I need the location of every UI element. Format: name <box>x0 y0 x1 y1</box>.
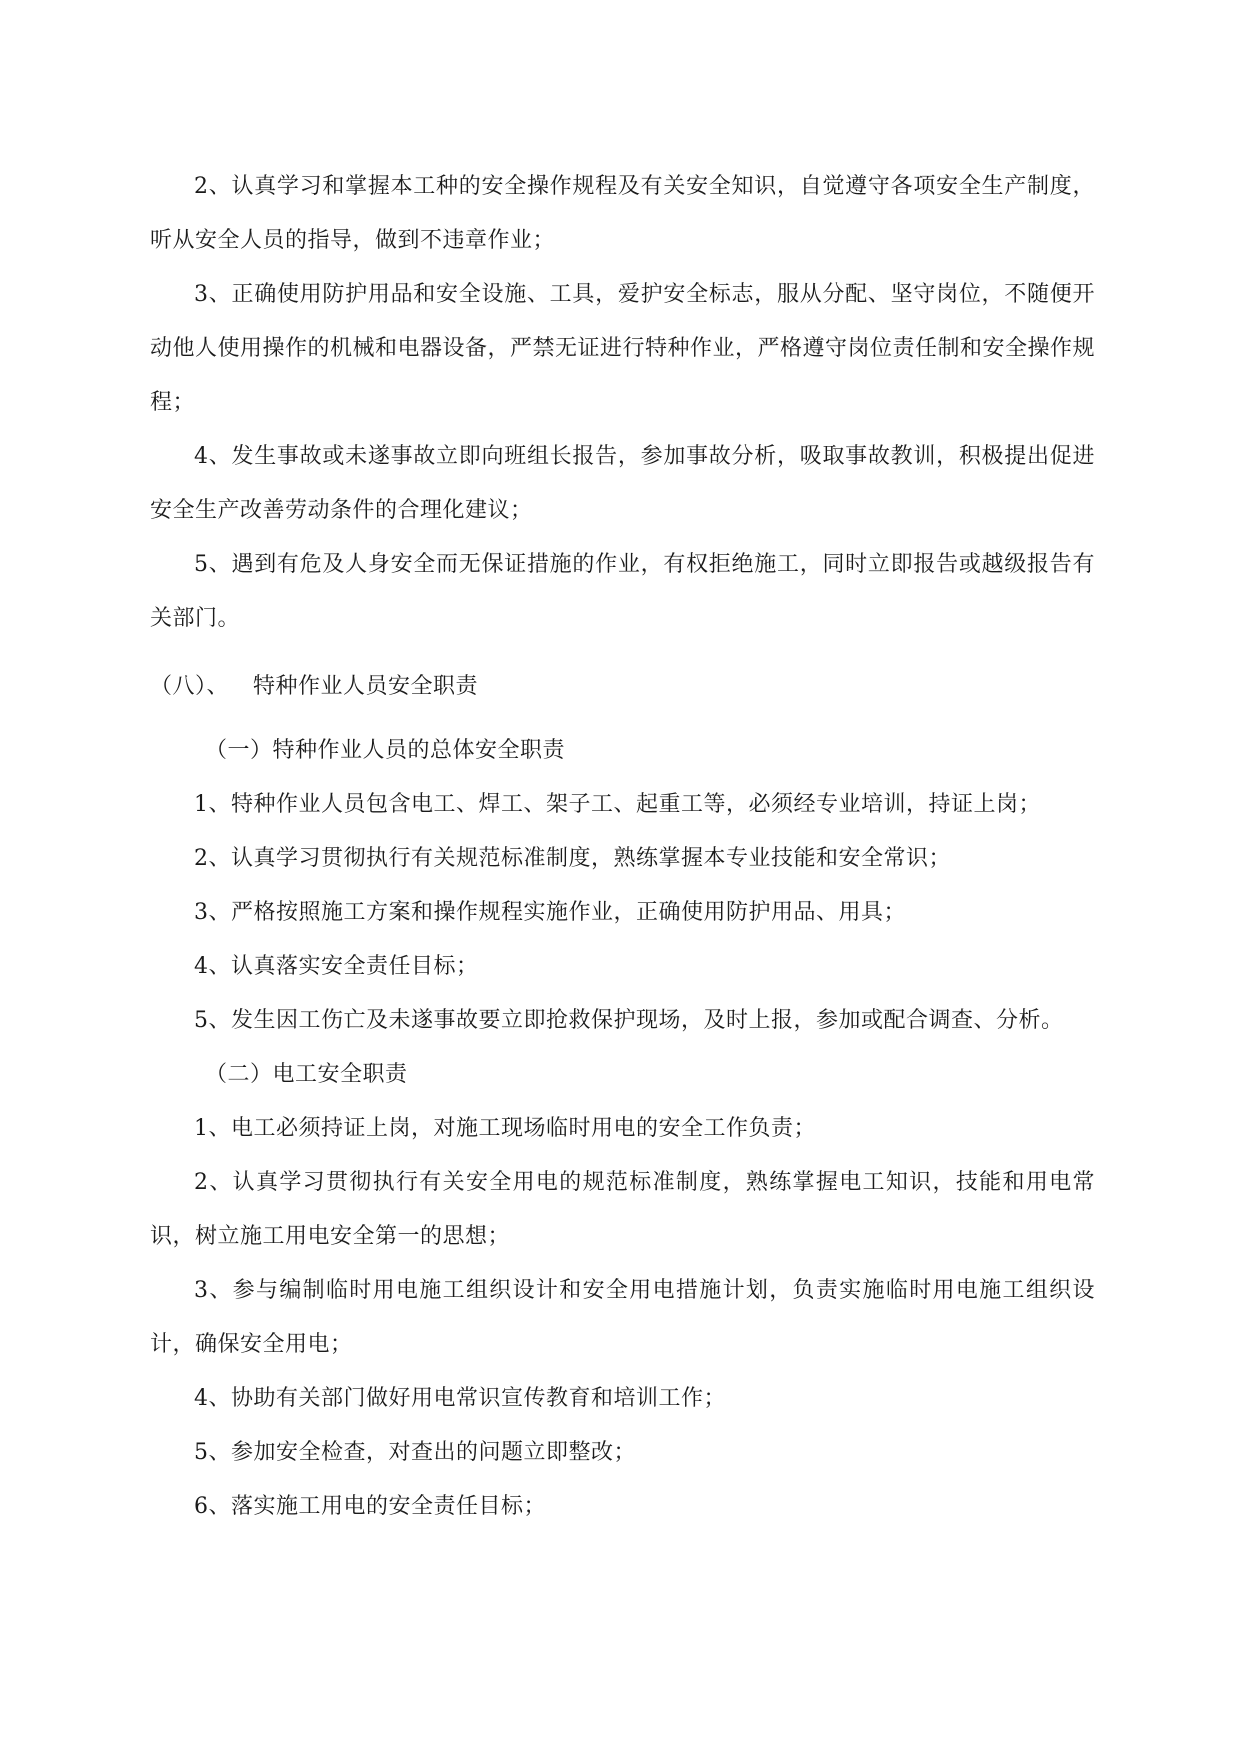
subsection-2-item-3: 3、参与编制临时用电施工组织设计和安全用电措施计划，负责实施临时用电施工组织设计，确保安全用电； <box>150 1278 1095 1357</box>
section-8-heading <box>150 660 1095 714</box>
subsection-1-item-3: 3、严格按照施工方案和操作规程实施作业，正确使用防护用品、用具； <box>194 900 906 925</box>
subsection-2-item-4: 4、协助有关部门做好用电常识宣传教育和培训工作； <box>194 1386 726 1411</box>
subsection-2-item-5: 5、参加安全检查，对查出的问题立即整改； <box>194 1440 636 1465</box>
paragraph-prev-item-2: 2、认真学习和掌握本工种的安全操作规程及有关安全知识，自觉遵守各项安全生产制度，听从安全人员的指导，做到不违章作业； <box>150 174 1095 253</box>
subsection-1-item-5: 5、发生因工伤亡及未遂事故要立即抢救保护现场，及时上报，参加或配合调查、分析。 <box>194 1008 1064 1033</box>
subsection-2-item-2: 2、认真学习贯彻执行有关安全用电的规范标准制度，熟练掌握电工知识，技能和用电常识，树立施工用电安全第一的思想； <box>150 1170 1095 1249</box>
subsection-2-title: （二）电工安全职责 <box>205 1062 408 1087</box>
subsection-2-item-1: 1、电工必须持证上岗，对施工现场临时用电的安全工作负责； <box>194 1116 816 1141</box>
subsection-1-item-4: 4、认真落实安全责任目标； <box>194 954 479 979</box>
section-8-number: （八）、 <box>150 674 230 699</box>
document-page <box>150 160 1095 1534</box>
subsection-1-item-2: 2、认真学习贯彻执行有关规范标准制度，熟练掌握本专业技能和安全常识； <box>194 846 951 871</box>
section-8-title: 特种作业人员安全职责 <box>253 674 479 699</box>
subsection-1-title: （一）特种作业人员的总体安全职责 <box>205 738 566 763</box>
paragraph-prev-item-4: 4、发生事故或未遂事故立即向班组长报告，参加事故分析，吸取事故教训，积极提出促进安全生产改善劳动条件的合理化建议； <box>150 444 1095 523</box>
paragraph-prev-item-5: 5、遇到有危及人身安全而无保证措施的作业，有权拒绝施工，同时立即报告或越级报告有关部门。 <box>150 552 1095 631</box>
subsection-1-item-1: 1、特种作业人员包含电工、焊工、架子工、起重工等，必须经专业培训，持证上岗； <box>194 792 1041 817</box>
paragraph-prev-item-3: 3、正确使用防护用品和安全设施、工具，爱护安全标志，服从分配、坚守岗位，不随便开动他人使用操作的机械和电器设备，严禁无证进行特种作业，严格遵守岗位责任制和安全操作规程； <box>150 282 1096 415</box>
subsection-2-item-6: 6、落实施工用电的安全责任目标； <box>194 1494 546 1519</box>
